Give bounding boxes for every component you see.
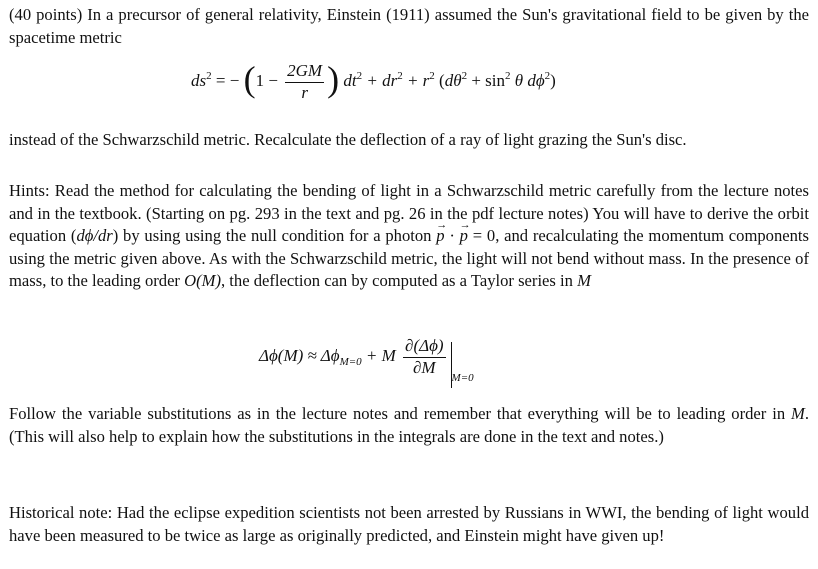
- historical-note: Historical note: Had the eclipse expedition scientists not been arrested by Russians in WWI, the bending of light would have been measured to be twice as large as originally predicted, and Einstein might have given up!: [9, 503, 809, 545]
- hints-part2: ) by using using the null condition for a photon: [112, 226, 437, 246]
- hints-part1: Hints: Read the method for calculating the bending of light in a Schwarzschild metric carefully from the lecture notes and in the textbook. (Starting on pg. 293 in the text and pg. 26 in the pdf lecture notes) You will have to derive the orbit equation (: [9, 181, 809, 246]
- hints-part4: , the deflection can by computed as a Taylor series in: [220, 271, 578, 291]
- taylor-eval-bar: [451, 342, 452, 388]
- hints-p-vector-1: → p: [436, 225, 444, 248]
- taylor-equation: [259, 334, 474, 384]
- metric-close-paren: ): [550, 70, 556, 90]
- hints-dphidr: dϕ/dr: [76, 226, 113, 246]
- taylor-frac-den: ∂M: [413, 358, 436, 377]
- metric-sin: + sin: [471, 70, 505, 90]
- metric-frac-den: r: [301, 83, 308, 102]
- metric-open-paren: (: [439, 70, 445, 90]
- after-metric-text: instead of the Schwarzschild metric. Recalculate the deflection of a ray of light grazing the Sun's disc.: [9, 130, 687, 149]
- hints-order: O(M): [184, 271, 221, 291]
- metric-dtheta-power: 2: [461, 69, 468, 82]
- hints-part3: = 0, and recalculating the momentum components using the metric given above. As with the Schwarzschild metric, the light will not bend without mass. In the presence of mass, to the leading order: [9, 226, 809, 291]
- metric-theta: θ: [514, 70, 524, 90]
- metric-sin-power: 2: [505, 69, 511, 82]
- metric-right-paren: ): [327, 59, 340, 99]
- hints-dot: ·: [444, 226, 460, 246]
- follow-part2: . (This will also help to explain how the substitutions in the integrals are done in the text and notes.): [9, 404, 809, 446]
- taylor-eval-sub: M=0: [451, 371, 474, 384]
- metric-fraction: [285, 61, 324, 103]
- metric-left-paren: (: [243, 59, 256, 99]
- follow-paragraph: [9, 403, 809, 448]
- metric-dr-power: 2: [397, 69, 403, 82]
- taylor-sub: M=0: [339, 355, 362, 368]
- taylor-fraction: [403, 336, 446, 378]
- metric-equation: [191, 61, 556, 103]
- metric-one-minus: 1 −: [255, 70, 278, 90]
- metric-dt: dt: [343, 70, 357, 90]
- problem-intro: (40 points) In a precursor of general relativity, Einstein (1911) assumed the Sun's gravitational field to be given by the spacetime metric: [9, 5, 809, 47]
- taylor-plus-m: + M: [365, 345, 396, 365]
- metric-dphi: dϕ: [527, 70, 545, 90]
- follow-m: M: [791, 404, 805, 423]
- metric-frac-num: 2GM: [285, 61, 324, 83]
- metric-r: + r: [406, 70, 430, 90]
- taylor-frac-num: ∂(Δϕ): [403, 336, 446, 358]
- metric-equals: = −: [215, 70, 240, 90]
- follow-part1: Follow the variable substitutions as in the lecture notes and remember that everything will be to leading order in: [9, 404, 792, 423]
- hints-paragraph: [9, 180, 809, 293]
- metric-dt-power: 2: [356, 69, 363, 82]
- metric-lhs-power: 2: [206, 69, 212, 82]
- metric-dr: + dr: [366, 70, 398, 90]
- metric-r-power: 2: [429, 69, 435, 82]
- metric-lhs: ds: [191, 70, 207, 90]
- hints-p-vector-2: → p: [460, 225, 468, 248]
- hints-m: M: [577, 271, 591, 291]
- metric-dtheta: dθ: [444, 70, 462, 90]
- metric-dphi-power: 2: [544, 69, 551, 82]
- taylor-lhs: Δϕ(M) ≈ Δϕ: [259, 345, 340, 365]
